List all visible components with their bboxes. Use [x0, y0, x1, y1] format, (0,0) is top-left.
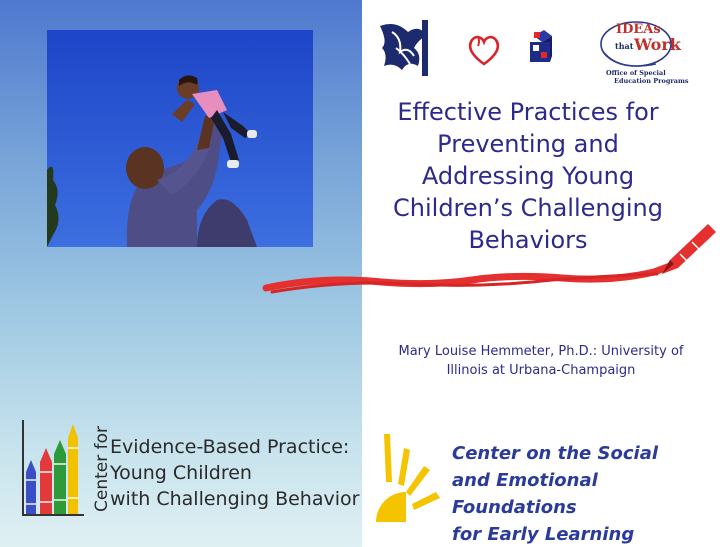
- slide-title: Effective Practices for Preventing and Addressing Young Children’s Challenging Behaviors: [393, 98, 663, 254]
- ideas-that-word: that: [615, 41, 634, 51]
- cseff-line1: Evidence-Based Practice:: [110, 436, 350, 458]
- ideas-sub-line1: Office of Special: [606, 69, 666, 77]
- crayon-underline: [262, 216, 718, 300]
- hhs-eagle-icon: [374, 18, 430, 78]
- ideas-sub-text: [606, 69, 689, 85]
- author-affiliation: Mary Louise Hemmeter, Ph.D.: University of Illinois at Urbana-Champaign: [398, 344, 684, 378]
- cseff-logo-text: [110, 434, 360, 512]
- csefel-line2: and Emotional Foundations: [452, 470, 598, 518]
- ideas-word: IDEAs: [616, 22, 661, 37]
- ideas-work-word: Work: [634, 35, 681, 54]
- father-child-photo: [47, 30, 313, 247]
- crayon-icon: [662, 224, 716, 274]
- heart-logo-icon: [466, 32, 502, 66]
- csefel-line1: Center on the Social: [452, 443, 659, 464]
- center-for-label: Center for: [92, 426, 112, 512]
- cseff-line2: Young Children: [110, 462, 252, 484]
- csefel-logo-text: [452, 440, 720, 547]
- crayons-icon: [18, 418, 86, 518]
- blocks-logo-icon: [526, 28, 556, 68]
- csefel-line3: for Early Learning: [452, 524, 635, 545]
- sun-icon: [370, 430, 450, 530]
- cseff-line3: with Challenging Behavior: [110, 488, 360, 510]
- ideas-sub-line2: Education Programs: [614, 77, 689, 85]
